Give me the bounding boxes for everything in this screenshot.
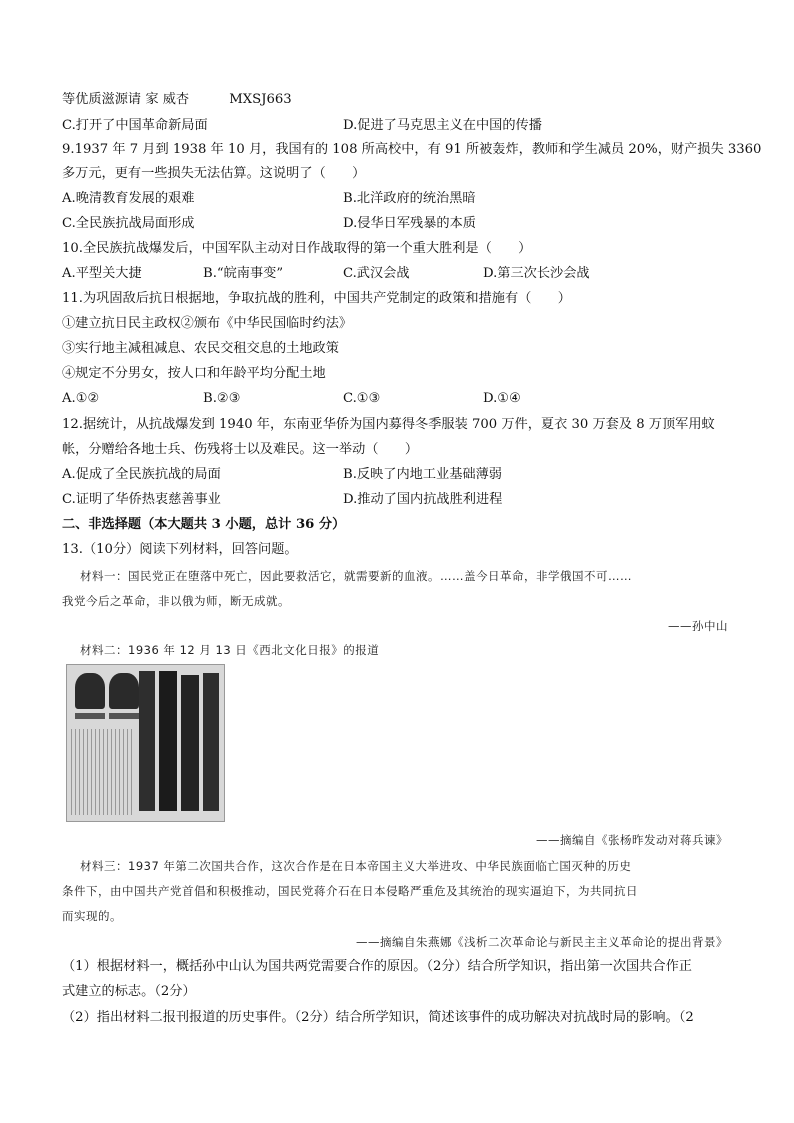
material-1-source: ——孙中山 bbox=[668, 619, 728, 633]
material-2-title: 材料二：1936 年 12 月 13 日《西北文化日报》的报道 bbox=[80, 643, 380, 657]
q11-option-d: D.①④ bbox=[483, 391, 521, 406]
q11-option-b: B.②③ bbox=[203, 391, 241, 406]
q11-item-2: ③实行地主减租减息、农民交租交息的土地政策 bbox=[62, 341, 339, 356]
section-title: 二、非选择题（本大题共 3 小题，总计 36 分） bbox=[62, 517, 346, 532]
q9-stem-1: 9.1937 年 7 月到 1938 年 10 月，我国有的 108 所高校中，有 91 所被轰炸，教师和学生减员 20%，财产损失 3360 bbox=[62, 142, 762, 157]
q12-option-a: A.促成了全民族抗战的局面 bbox=[62, 467, 221, 482]
q11-stem: 11.为巩固敌后抗日根据地，争取抗战的胜利，中国共产党制定的政策和措施有（ ） bbox=[62, 291, 571, 306]
q10-option-d: D.第三次长沙会战 bbox=[483, 266, 590, 281]
material-3-line-1: 材料三：1937 年第二次国共合作，这次合作是在日本帝国主义大举进攻、中华民族面临亡国灭种的历史 bbox=[80, 859, 632, 873]
material-1-line-1: 材料一：国民党正在堕落中死亡，因此要救活它，就需要新的血液。……盖今日革命，非学俄国不可…… bbox=[80, 569, 632, 583]
q10-option-b: B.“皖南事变” bbox=[203, 266, 284, 281]
header-watermark bbox=[62, 90, 292, 110]
q10-option-a: A.平型关大捷 bbox=[62, 266, 142, 281]
q11-option-c: C.①③ bbox=[343, 391, 381, 406]
q13-stem: 13.（10分）阅读下列材料，回答问题。 bbox=[62, 542, 298, 557]
material-3-line-2: 条件下，由中国共产党首倡和积极推动，国民党蒋介石在日本侵略严重危及其统治的现实逼迫下，为共同抗日 bbox=[62, 884, 638, 898]
header-text: 等优质滋源请 家 威杏 bbox=[62, 92, 190, 107]
q13-sub1-line-2: 式建立的标志。（2分） bbox=[62, 984, 196, 999]
q8-option-c: C.打开了中国革命新局面 bbox=[62, 118, 208, 133]
q11-option-a: A.①② bbox=[62, 391, 100, 406]
q9-option-c: C.全民族抗战局面形成 bbox=[62, 216, 195, 231]
material-3-line-3: 而实现的。 bbox=[62, 909, 122, 923]
q11-item-1: ①建立抗日民主政权②颁布《中华民国临时约法》 bbox=[62, 316, 353, 331]
q12-option-c: C.证明了华侨热衷慈善事业 bbox=[62, 492, 221, 507]
q13-sub1-line-1: （1）根据材料一，概括孙中山认为国共两党需要合作的原因。（2分）结合所学知识，指出第一次国共合作正 bbox=[62, 959, 692, 974]
q9-stem-2: 多万元，更有一些损失无法估算。这说明了（ ） bbox=[62, 166, 366, 181]
newspaper-photo bbox=[66, 664, 225, 822]
q13-sub2: （2）指出材料二报刊报道的历史事件。（2分）结合所学知识，简述该事件的成功解决对抗战时局的影响。（2 bbox=[62, 1010, 694, 1025]
q12-option-b: B.反映了内地工业基础薄弱 bbox=[343, 467, 502, 482]
q11-item-3: ④规定不分男女，按人口和年龄平均分配土地 bbox=[62, 366, 326, 381]
material-3-source: ——摘编自朱燕娜《浅析二次革命论与新民主主义革命论的提出背景》 bbox=[356, 935, 728, 949]
q8-option-d: D.促进了马克思主义在中国的传播 bbox=[343, 118, 542, 133]
q9-option-d: D.侵华日军残暴的本质 bbox=[343, 216, 476, 231]
q12-option-d: D.推动了国内抗战胜利进程 bbox=[343, 492, 503, 507]
material-1-line-2: 我党今后之革命，非以俄为师，断无成就。 bbox=[62, 594, 290, 608]
q9-option-a: A.晚清教育发展的艰难 bbox=[62, 191, 195, 206]
q12-stem-2: 帐，分赠给各地士兵、伤残将士以及难民。这一举动（ ） bbox=[62, 442, 419, 457]
q10-option-c: C.武汉会战 bbox=[343, 266, 410, 281]
q9-option-b: B.北洋政府的统治黑暗 bbox=[343, 191, 476, 206]
header-code: MXSJ663 bbox=[229, 92, 292, 107]
material-2-source: ——摘编自《张杨昨发动对蒋兵谏》 bbox=[536, 833, 728, 847]
q12-stem-1: 12.据统计，从抗战爆发到 1940 年，东南亚华侨为国内募得冬季服装 700 万件，夏衣 30 万套及 8 万顶军用蚊 bbox=[62, 417, 715, 432]
q10-stem: 10.全民族抗战爆发后，中国军队主动对日作战取得的第一个重大胜利是（ ） bbox=[62, 241, 532, 256]
